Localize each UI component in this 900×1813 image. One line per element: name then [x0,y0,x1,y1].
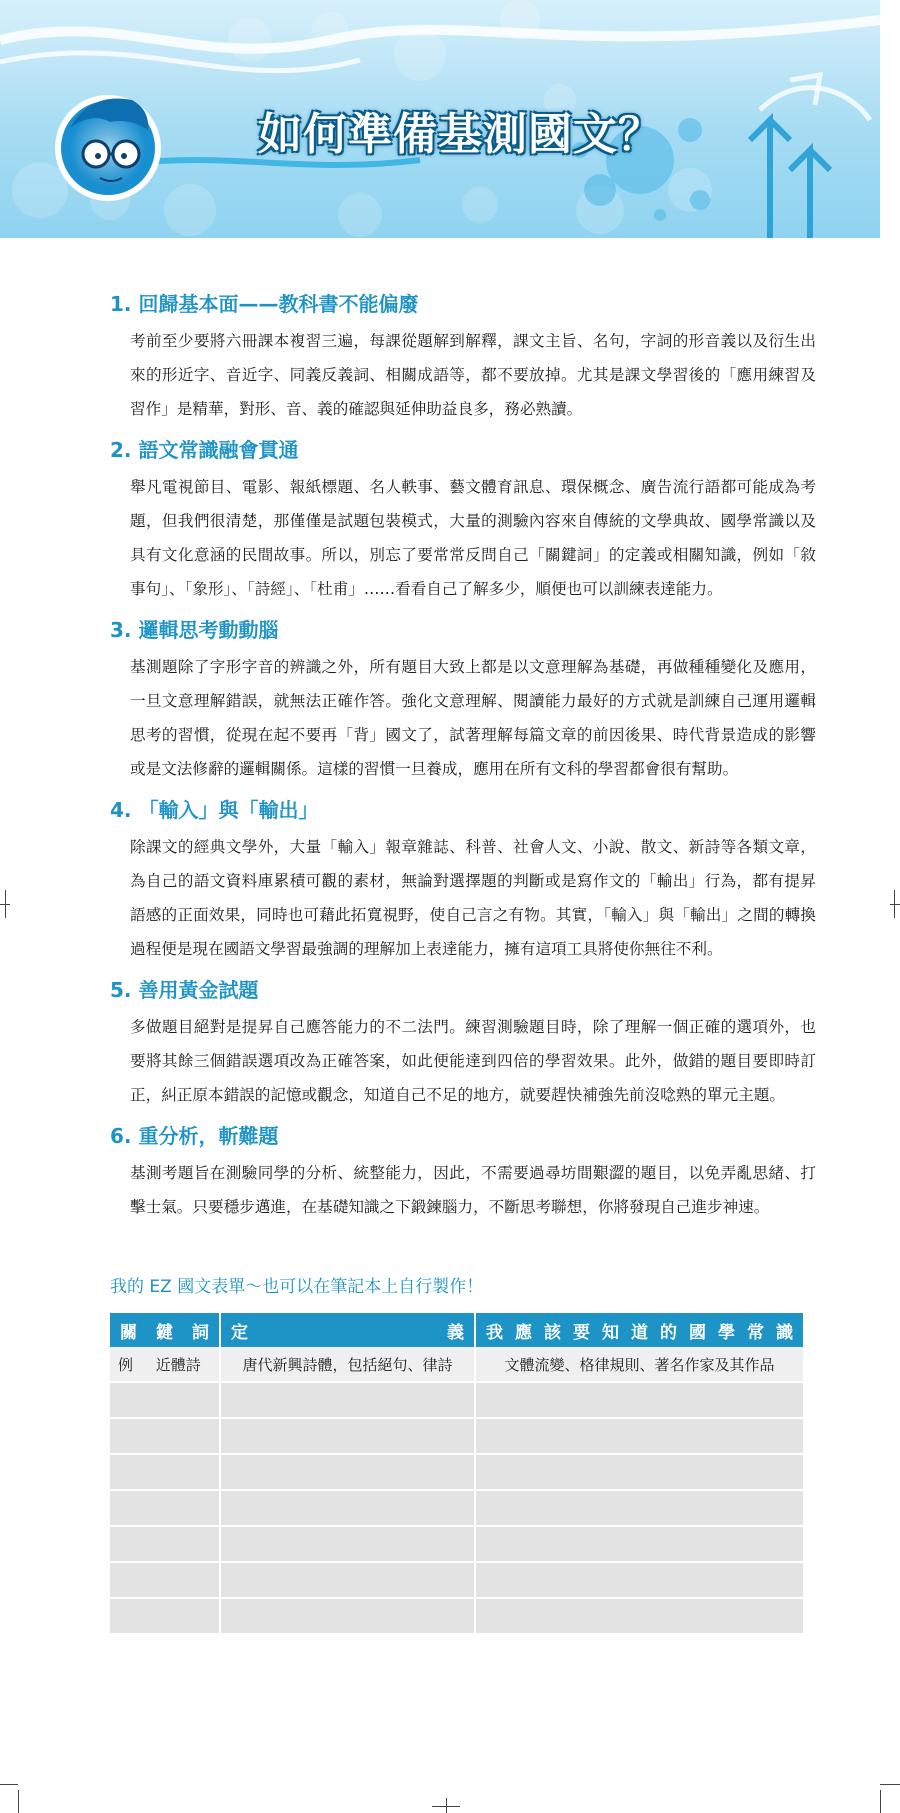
blank-cell[interactable] [220,1562,475,1598]
header-char: 關 [120,1322,137,1343]
header-char: 應 [515,1322,532,1343]
table-row [110,1562,804,1598]
crop-mark [894,890,895,918]
blank-cell[interactable] [475,1454,804,1490]
section-analysis [110,1122,816,1224]
header-knowledge [475,1313,804,1347]
blank-cell[interactable] [475,1382,804,1418]
crop-mark [5,890,6,918]
crop-mark [0,1784,18,1785]
section-logic [110,616,816,786]
section-title: 6. 重分析，斬難題 [110,1124,279,1148]
crop-mark [880,1790,881,1813]
section-title: 3. 邏輯思考動動腦 [110,618,279,642]
vocabulary-table [110,1313,805,1635]
header-definition [220,1313,475,1347]
header-char: 義 [447,1322,464,1343]
table-caption: 我的 EZ 國文表單～也可以在筆記本上自行製作！ [110,1277,484,1297]
section-body: 除課文的經典文學外，大量「輸入」報章雜誌、科普、社會人文、小說、散文、新詩等各類文章，為自己的語文資料庫累積可觀的素材，無論對選擇題的判斷或是寫作文的「輸出」行為，都有提昇語感的正面效果，同時也可藉此拓寬視野，使自己言之有物。其實，「輸入」與「輸出」之間的轉換過程便是現在國語文學習最強調的理解加上表達能力，擁有這項工具將使你無往不利。 [130,838,816,958]
header-char: 詞 [192,1322,209,1343]
header-char: 識 [776,1322,793,1343]
example-keyword: 近體詩 [155,1355,201,1374]
header-char: 要 [573,1322,590,1343]
header-char: 道 [631,1322,648,1343]
blank-cell[interactable] [110,1418,220,1454]
header-char: 定 [231,1322,248,1343]
blank-cell[interactable] [475,1598,804,1634]
section-basics [110,290,816,426]
section-common-knowledge [110,436,816,606]
page-title: 如何準備基測國文？ [258,109,663,160]
section-body: 考前至少要將六冊課本複習三遍，每課從題解到解釋，課文主旨、名句，字詞的形音義以及衍生出來的形近字、音近字、同義反義詞、相關成語等，都不要放掉。尤其是課文學習後的「應用練習及習作」是精華，對形、音、義的確認與延伸助益良多，務必熟讀。 [130,332,816,418]
blank-cell[interactable] [220,1418,475,1454]
blank-cell[interactable] [475,1418,804,1454]
example-keyword-cell [110,1347,220,1382]
blank-cell[interactable] [110,1598,220,1634]
blank-cell[interactable] [110,1490,220,1526]
article-content [110,290,816,1234]
crop-mark [18,1790,19,1813]
blank-cell[interactable] [220,1490,475,1526]
blank-cell[interactable] [220,1526,475,1562]
section-input-output [110,796,816,966]
blank-cell[interactable] [475,1490,804,1526]
blank-cell[interactable] [220,1598,475,1634]
blank-cell[interactable] [475,1562,804,1598]
blank-cell[interactable] [475,1526,804,1562]
header-banner [0,0,880,238]
crop-mark [432,1806,460,1807]
blank-cell[interactable] [110,1562,220,1598]
table-row [110,1382,804,1418]
section-body: 多做題目絕對是提昇自己應答能力的不二法門。練習測驗題目時，除了理解一個正確的選項外，也要將其餘三個錯誤選項改為正確答案，如此便能達到四倍的學習效果。此外，做錯的題目要即時訂正，糾正原本錯誤的記憶或觀念，知道自己不足的地方，就要趕快補強先前沒唸熟的單元主題。 [130,1018,816,1104]
blank-cell[interactable] [110,1382,220,1418]
table-header-row [110,1313,804,1347]
blank-cell[interactable] [110,1454,220,1490]
table-row-example [110,1347,804,1382]
blank-cell[interactable] [220,1382,475,1418]
header-char: 常 [747,1322,764,1343]
section-title: 4. 「輸入」與「輸出」 [110,798,319,822]
section-title: 2. 語文常識融會貫通 [110,438,299,462]
section-title: 5. 善用黃金試題 [110,978,259,1002]
header-char: 該 [544,1322,561,1343]
table-row [110,1418,804,1454]
example-knowledge: 文體流變、格律規則、著名作家及其作品 [475,1347,804,1382]
header-char: 鍵 [156,1322,173,1343]
crop-mark [890,904,900,905]
header-char: 的 [660,1322,677,1343]
header-char: 知 [602,1322,619,1343]
blank-cell[interactable] [110,1526,220,1562]
header-keyword [110,1313,220,1347]
crop-mark [880,1784,900,1785]
header-char: 我 [486,1322,503,1343]
section-body: 基測考題旨在測驗同學的分析、統整能力，因此，不需要過尋坊間艱澀的題目，以免弄亂思緒、打擊士氣。只要穩步邁進，在基礎知識之下鍛鍊腦力，不斷思考聯想，你將發現自己進步神速。 [130,1164,816,1216]
table-row [110,1454,804,1490]
example-definition: 唐代新興詩體，包括絕句、律詩 [220,1347,475,1382]
section-body: 基測題除了字形字音的辨識之外，所有題目大致上都是以文意理解為基礎，再做種種變化及應用，一旦文意理解錯誤，就無法正確作答。強化文意理解、閱讀能力最好的方式就是訓練自己運用邏輯思考的習慣，從現在起不要再「背」國文了，試著理解每篇文章的前因後果、時代背景造成的影響或是文法修辭的邏輯關係。這樣的習慣一旦養成，應用在所有文科的學習都會很有幫助。 [130,658,816,778]
section-body: 舉凡電視節目、電影、報紙標題、名人軼事、藝文體育訊息、環保概念、廣告流行語都可能成為考題，但我們很清楚，那僅僅是試題包裝模式，大量的測驗內容來自傳統的文學典故、國學常識以及具有文化意涵的民間故事。所以，別忘了要常常反問自己「關鍵詞」的定義或相關知識，例如「敘事句」、「象形」、「詩經」、「杜甫」……看看自己了解多少，順便也可以訓練表達能力。 [130,478,816,598]
table-row [110,1598,804,1634]
header-char: 國 [689,1322,706,1343]
example-label: 例 [118,1355,134,1374]
blank-cell[interactable] [220,1454,475,1490]
header-char: 學 [718,1322,735,1343]
table-row [110,1490,804,1526]
section-practice [110,976,816,1112]
table-row [110,1526,804,1562]
section-title: 1. 回歸基本面——教科書不能偏廢 [110,292,419,316]
